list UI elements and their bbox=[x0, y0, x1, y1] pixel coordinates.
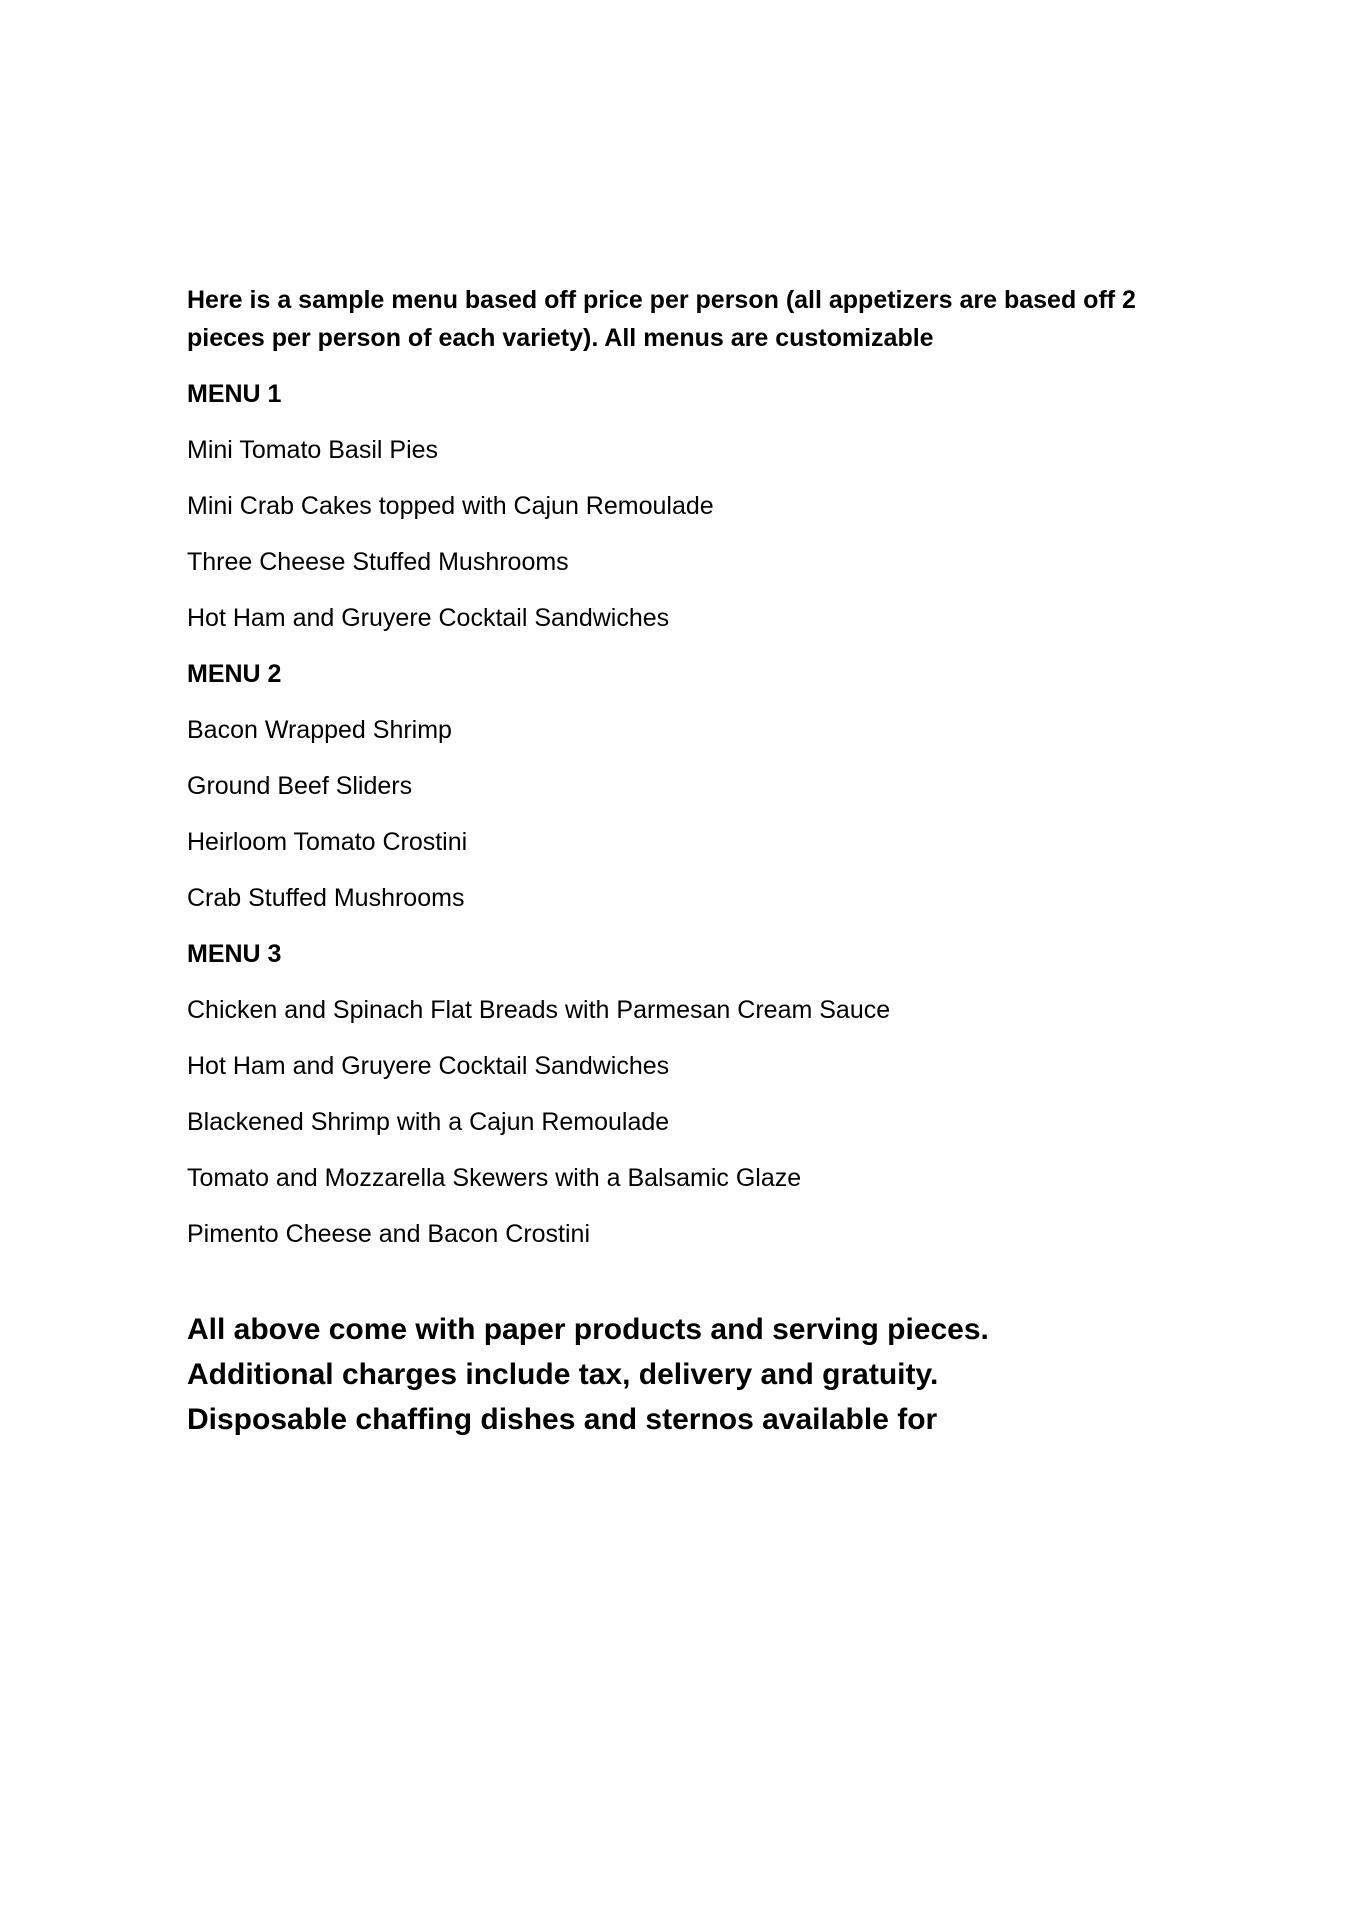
menu-2-item: Heirloom Tomato Crostini bbox=[187, 828, 468, 856]
footer-line: All above come with paper products and serving pieces. bbox=[187, 1313, 989, 1346]
footer-line: Disposable chaffing dishes and sternos available for bbox=[187, 1403, 938, 1436]
footer-note bbox=[187, 1307, 1197, 1442]
menu-2-section bbox=[187, 655, 1197, 917]
menu-3-section bbox=[187, 935, 1197, 1253]
footer-line: Additional charges include tax, delivery and gratuity. bbox=[187, 1358, 939, 1391]
document-content bbox=[187, 281, 1197, 1442]
menu-1-heading: MENU 1 bbox=[187, 380, 282, 408]
menu-3-item: Blackened Shrimp with a Cajun Remoulade bbox=[187, 1108, 670, 1136]
menu-3-item: Chicken and Spinach Flat Breads with Parmesan Cream Sauce bbox=[187, 996, 891, 1024]
menu-1-item: Hot Ham and Gruyere Cocktail Sandwiches bbox=[187, 604, 670, 632]
menu-3-item: Pimento Cheese and Bacon Crostini bbox=[187, 1220, 591, 1248]
menu-2-item: Bacon Wrapped Shrimp bbox=[187, 716, 452, 744]
menu-3-item: Tomato and Mozzarella Skewers with a Balsamic Glaze bbox=[187, 1164, 802, 1192]
menu-2-heading: MENU 2 bbox=[187, 660, 282, 688]
menu-1-item: Mini Tomato Basil Pies bbox=[187, 436, 439, 464]
menu-1-item: Mini Crab Cakes topped with Cajun Remoulade bbox=[187, 492, 714, 520]
menu-1-section bbox=[187, 375, 1197, 637]
menu-1-item: Three Cheese Stuffed Mushrooms bbox=[187, 548, 569, 576]
intro-paragraph: Here is a sample menu based off price per person (all appetizers are based off 2 pieces per person of each variety). All menus are customizable bbox=[187, 286, 1136, 352]
menu-2-item: Crab Stuffed Mushrooms bbox=[187, 884, 465, 912]
menu-2-item: Ground Beef Sliders bbox=[187, 772, 413, 800]
menu-3-heading: MENU 3 bbox=[187, 940, 282, 968]
menu-3-item: Hot Ham and Gruyere Cocktail Sandwiches bbox=[187, 1052, 670, 1080]
